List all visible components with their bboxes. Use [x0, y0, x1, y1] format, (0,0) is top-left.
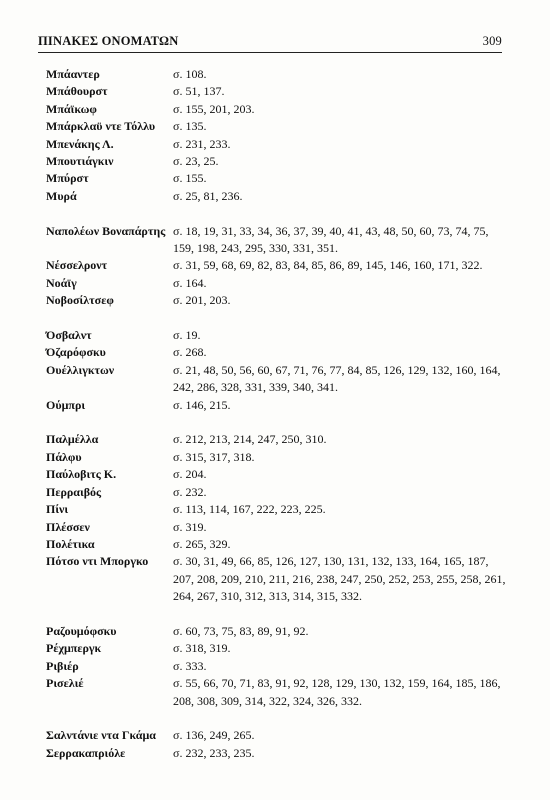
entry-page-refs: σ. 23, 25.: [173, 154, 219, 169]
entry-name: Νοβοσίλτσεφ: [46, 293, 114, 308]
entry-name: Ραζουμόφσκυ: [46, 623, 117, 638]
entry-name: Παύλοβιτς Κ.: [46, 467, 117, 482]
entry-page-refs: σ. 204.: [173, 467, 207, 482]
entry-page-refs: σ. 18, 19, 31, 33, 34, 36, 37, 39, 40, 41, 43, 48, 50, 60, 73, 74, 75, 159, 198, 243, 295, 330, 331, 351.: [173, 223, 489, 256]
index-entry: [46, 257, 516, 274]
entry-page-refs: σ. 113, 114, 167, 222, 223, 225.: [173, 502, 326, 517]
group-separator: [46, 710, 516, 727]
index-entry: [46, 536, 516, 553]
entry-page-refs: σ. 232.: [173, 484, 207, 499]
index-entry: [46, 327, 516, 344]
page-number: 309: [482, 34, 502, 48]
entry-name: Ναπολέων Βοναπάρτης: [46, 223, 166, 238]
entry-name: Νέσσελροντ: [46, 258, 108, 273]
entry-name: Πότσο ντι Μποργκο: [46, 554, 149, 569]
entry-page-refs: σ. 268.: [173, 345, 207, 360]
index-entry: [46, 118, 516, 135]
entry-page-refs: σ. 55, 66, 70, 71, 83, 91, 92, 128, 129, 130, 132, 159, 164, 185, 186, 208, 308, 309, 314, 322, 324, 326, 332.: [173, 676, 501, 708]
entry-name: Μυρά: [46, 188, 77, 203]
index-entry: [46, 362, 516, 397]
index-entry: [46, 501, 516, 518]
index-entry: [46, 170, 516, 187]
index-entry: [46, 623, 516, 640]
index-entry: [46, 66, 516, 83]
entry-page-refs: σ. 319.: [173, 519, 207, 534]
entry-name: Όσβαλντ: [46, 328, 92, 343]
entry-page-refs: σ. 231, 233.: [173, 136, 231, 151]
group-separator: [46, 606, 516, 623]
entry-page-refs: σ. 30, 31, 49, 66, 85, 126, 127, 130, 131, 132, 133, 164, 165, 187, 207, 208, 209, 210, 211, 216, 238, 247, 250, 252, 253, 255, 258, 261, 264, 267, 310, 312, 313, 314, 315, 332.: [173, 554, 506, 604]
index-entry: [46, 344, 516, 361]
index-entry: [46, 519, 516, 536]
entry-page-refs: σ. 135.: [173, 119, 207, 134]
entry-name: Ρισελιέ: [46, 676, 84, 691]
entry-page-refs: σ. 333.: [173, 658, 207, 673]
index-entry: [46, 83, 516, 100]
entry-name: Νοάϊγ: [46, 275, 77, 290]
entry-page-refs: σ. 315, 317, 318.: [173, 449, 255, 464]
entry-name: Ουέλλιγκτων: [46, 362, 115, 377]
entry-name: Πολέτικα: [46, 536, 95, 551]
entry-page-refs: σ. 318, 319.: [173, 641, 231, 656]
entry-page-refs: σ. 60, 73, 75, 83, 89, 91, 92.: [173, 623, 309, 638]
index-entry: [46, 275, 516, 292]
entry-name: Παλμέλλα: [46, 432, 99, 447]
group-separator: [46, 414, 516, 431]
entry-name: Σερρακαπριόλε: [46, 745, 126, 760]
entry-page-refs: σ. 155.: [173, 171, 207, 186]
entry-name: Μπάρκλαϋ ντε Τόλλυ: [46, 119, 156, 134]
entry-page-refs: σ. 21, 48, 50, 56, 60, 67, 71, 76, 77, 84, 85, 126, 129, 132, 160, 164, 242, 286, 328, 331, 339, 340, 341.: [173, 362, 501, 395]
entry-name: Περραιβός: [46, 484, 102, 499]
running-header: [38, 30, 502, 53]
index-entry: [46, 431, 516, 448]
index-entry: [46, 675, 516, 710]
entry-page-refs: σ. 51, 137.: [173, 84, 225, 99]
entry-page-refs: σ. 136, 249, 265.: [173, 728, 255, 743]
entry-name: Πίνι: [46, 502, 69, 517]
entry-page-refs: σ. 164.: [173, 275, 207, 290]
index-entry: [46, 136, 516, 153]
entry-name: Μπάθουρστ: [46, 84, 108, 99]
entry-page-refs: σ. 212, 213, 214, 247, 250, 310.: [173, 432, 327, 447]
index-entry: [46, 449, 516, 466]
index-entry: [46, 223, 516, 258]
entry-name: Μπάϊκωφ: [46, 101, 97, 116]
name-index: [46, 66, 516, 762]
index-entry: [46, 101, 516, 118]
index-entry: [46, 484, 516, 501]
entry-page-refs: σ. 265, 329.: [173, 536, 231, 551]
index-entry: [46, 466, 516, 483]
index-entry: [46, 397, 516, 414]
entry-name: Πλέσσεν: [46, 519, 90, 534]
index-entry: [46, 727, 516, 744]
entry-name: Ούμπρι: [46, 397, 86, 412]
index-entry: [46, 640, 516, 657]
entry-page-refs: σ. 155, 201, 203.: [173, 101, 255, 116]
entry-page-refs: σ. 19.: [173, 328, 201, 343]
entry-name: Ρέχμπεργκ: [46, 641, 102, 656]
index-entry: [46, 153, 516, 170]
group-separator: [46, 310, 516, 327]
entry-name: Μπουτιάγκιν: [46, 154, 114, 169]
entry-page-refs: σ. 201, 203.: [173, 293, 231, 308]
index-entry: [46, 745, 516, 762]
page-title: ΠΙΝΑΚΕΣ ΟΝΟΜΑΤΩΝ: [38, 34, 179, 48]
entry-page-refs: σ. 31, 59, 68, 69, 82, 83, 84, 85, 86, 89, 145, 146, 160, 171, 322.: [173, 258, 483, 273]
entry-page-refs: σ. 146, 215.: [173, 397, 231, 412]
entry-page-refs: σ. 232, 233, 235.: [173, 745, 255, 760]
entry-name: Μπάαντερ: [46, 67, 100, 81]
entry-page-refs: σ. 25, 81, 236.: [173, 188, 243, 203]
index-entry: [46, 188, 516, 205]
index-entry: [46, 292, 516, 309]
entry-name: Όζαρόφσκυ: [46, 345, 106, 360]
entry-name: Ριβιέρ: [46, 658, 79, 673]
entry-page-refs: σ. 108.: [173, 67, 207, 81]
entry-name: Μπύρστ: [46, 171, 89, 186]
entry-name: Πάλφυ: [46, 449, 82, 464]
index-entry: [46, 553, 516, 605]
entry-name: Μπενάκης Λ.: [46, 136, 114, 151]
group-separator: [46, 205, 516, 222]
entry-name: Σαλντάνιε ντα Γκάμα: [46, 728, 156, 743]
index-entry: [46, 658, 516, 675]
